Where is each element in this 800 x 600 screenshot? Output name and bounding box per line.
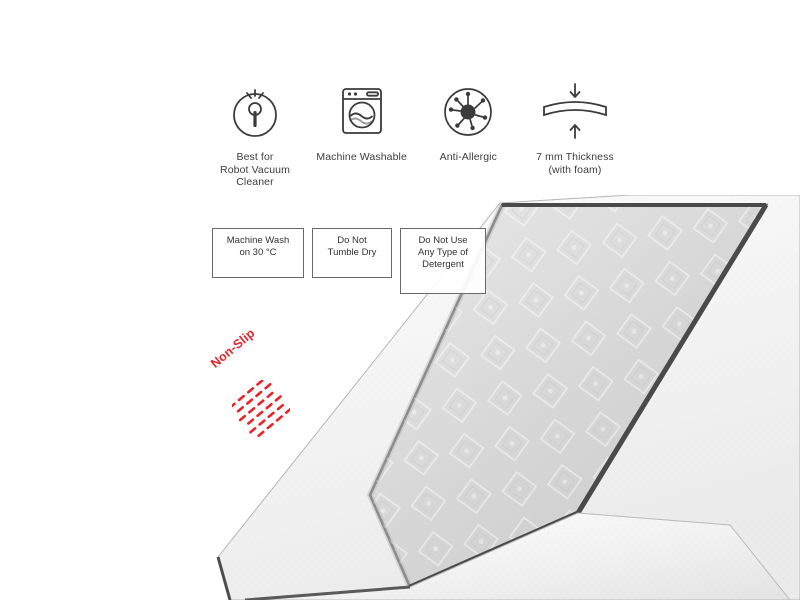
robot-vacuum-icon xyxy=(205,78,305,144)
feature-label xyxy=(205,151,305,189)
feature-thickness xyxy=(525,78,625,176)
feature-icons-row xyxy=(205,78,625,189)
feature-label-line1: Anti-Allergic xyxy=(439,151,497,163)
feature-label-line1: 7 mm Thickness xyxy=(536,151,614,163)
care-box-machine-wash xyxy=(212,228,304,278)
feature-machine-washable xyxy=(312,78,412,164)
washing-machine-icon xyxy=(312,78,412,144)
care-line2: on 30 °C xyxy=(239,247,277,258)
feature-label xyxy=(312,151,412,164)
care-line1: Do Not Use xyxy=(418,235,468,246)
feature-anti-allergic xyxy=(418,78,518,164)
feature-label-line3: Cleaner xyxy=(236,176,274,188)
thickness-arrows-icon xyxy=(525,78,625,144)
non-slip-label: Non-Slip xyxy=(208,325,258,371)
feature-robot-vacuum xyxy=(205,78,305,189)
care-line3: Detergent xyxy=(422,259,464,270)
feature-label-line1: Machine Washable xyxy=(316,151,407,163)
non-slip-pattern-icon xyxy=(232,380,290,443)
care-line2: Tumble Dry xyxy=(327,247,377,258)
anti-allergic-icon xyxy=(418,78,518,144)
care-box-no-detergent xyxy=(400,228,486,294)
feature-label-line1: Best for xyxy=(236,151,274,163)
feature-label-line2: Robot Vacuum xyxy=(220,163,290,176)
care-line2: Any Type of xyxy=(418,247,468,258)
non-slip-badge xyxy=(208,325,298,452)
care-line1: Do Not xyxy=(337,235,367,246)
feature-label-line2: (with foam) xyxy=(548,163,602,176)
care-box-no-tumble-dry xyxy=(312,228,392,278)
feature-label xyxy=(418,151,518,164)
care-line1: Machine Wash xyxy=(226,235,290,246)
care-instructions-row xyxy=(212,228,486,294)
feature-label xyxy=(525,151,625,176)
